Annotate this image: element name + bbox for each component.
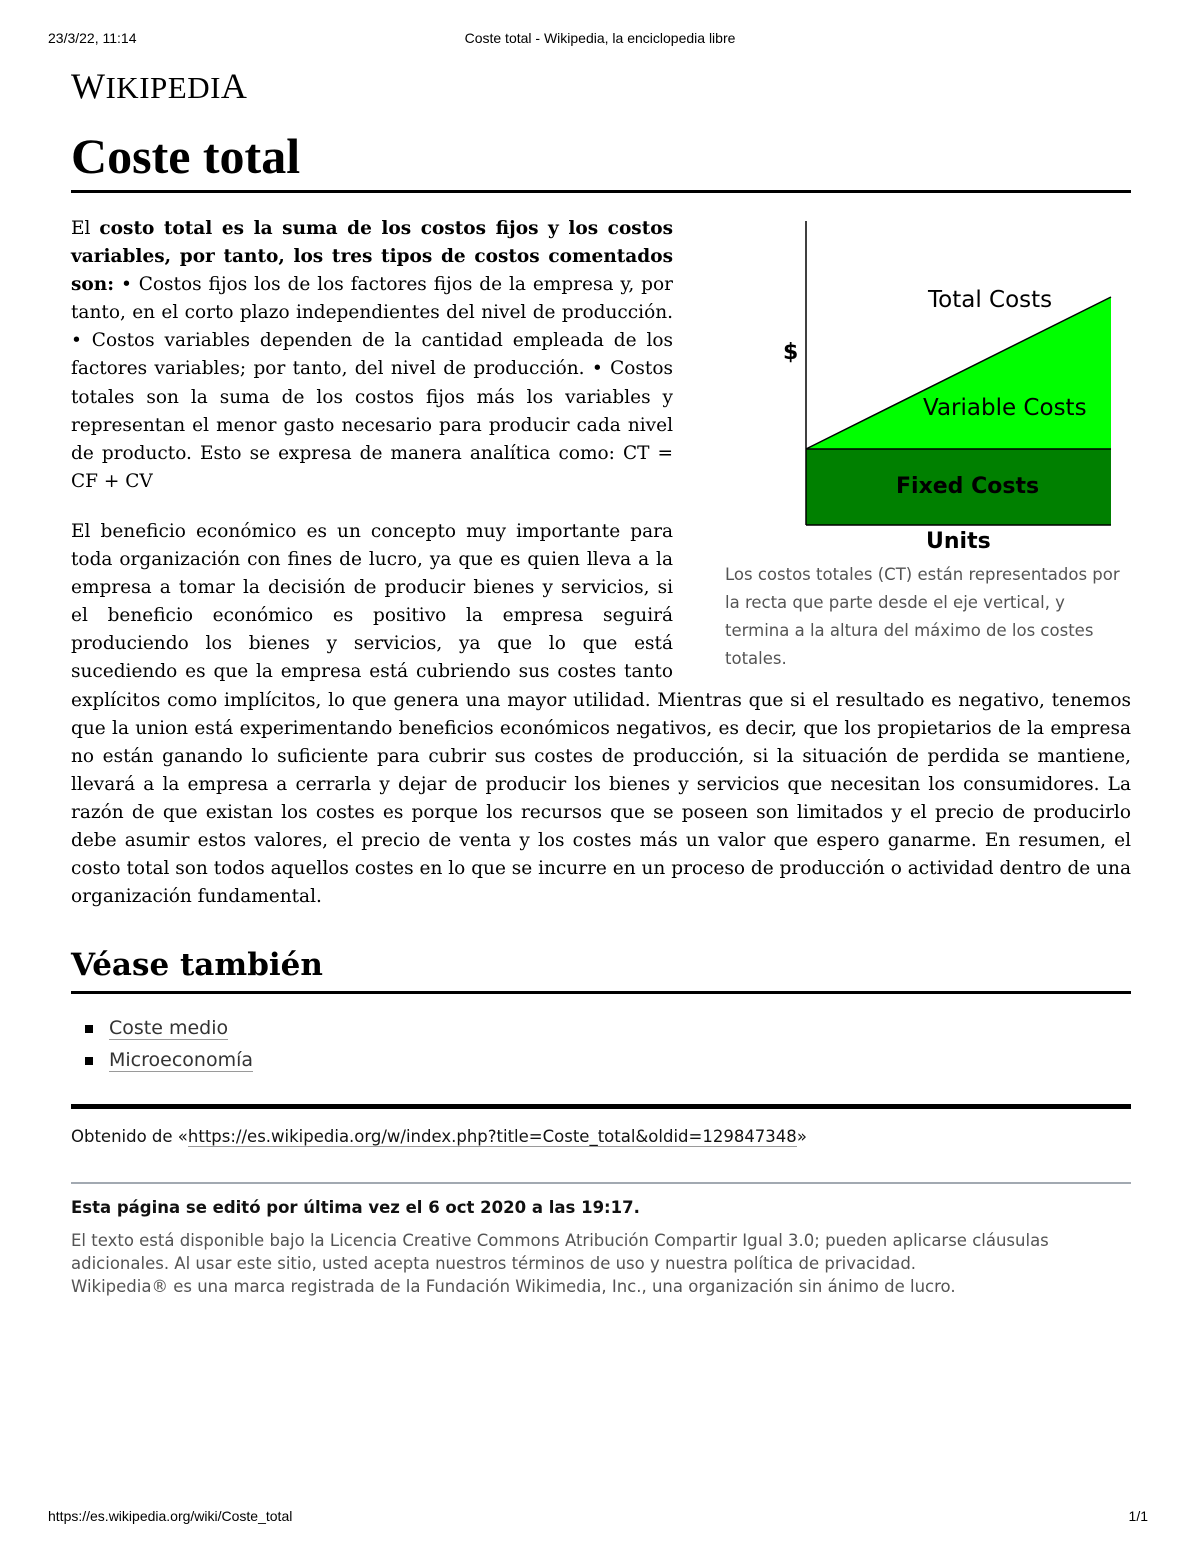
article-content	[71, 68, 1131, 1298]
link-microeconomia[interactable]: Microeconomía	[109, 1049, 253, 1072]
y-axis-label: $	[783, 340, 799, 365]
cost-figure	[713, 219, 1131, 673]
x-axis-label: Units	[926, 529, 991, 554]
paragraph-2: El beneficio económico es un concepto muy importante para toda organización con fines de lucro, ya que es quien lleva a la empresa a tomar la decisión de producir bienes y servicios, si el beneficio económico es positivo la empresa seguirá produciendo los bienes y servicios, ya que lo que está sucediendo es que la empresa está cubriendo sus costes tanto explícitos como implícitos, lo que genera una mayor utilidad. Mientras que si el resultado es negativo, tenemos que la union está experimentando beneficios económicos negativos, es decir, que los propietarios de la empresa no están ganando lo suficiente para cubrir sus costes de producción, si la situación de perdida se mantiene, llevará a la empresa a cerrarla y dejar de producir los bienes y servicios que necesitan los consumidores. La razón de que existan los costes es porque los recursos que se poseen son limitados y el precio de producirlo debe asumir estos valores, el precio de venta y los costes más un valor que espero ganarme. En resumen, el costo total son todos aquellos costes en lo que se incurre en un proceso de producción o actividad dentro de una organización fundamental.	[71, 520, 1131, 908]
divider	[71, 1104, 1131, 1109]
total-costs-label: Total Costs	[928, 287, 1053, 313]
footer-divider	[71, 1182, 1131, 1184]
license-notice: El texto está disponible bajo la Licencia Creative Commons Atribución Compartir Igual 3.0; pueden aplicarse cláusulas adicionales. Al usar este sitio, usted acepta nuestros términos de uso y nuestra política de privacidad. Wikipedia® es una marca registrada de la Fundación Wikimedia, Inc., una organización sin ánimo de lucro.	[71, 1231, 1049, 1297]
last-modified: Esta página se editó por última vez el 6 oct 2020 a las 19:17.	[71, 1198, 640, 1218]
cost-chart	[713, 219, 1131, 559]
list-item	[85, 1044, 1131, 1076]
article-body	[71, 215, 1131, 1298]
variable-costs-label: Variable Costs	[923, 395, 1087, 421]
paragraph-1: El costo total es la suma de los costos fijos y los costos variables, por tanto, los tres tipos de costos comentados son: • Costos fijos los de los factores fijos de la empresa y, por tanto, en el corto plazo independientes del nivel de producción. • Costos variables dependen de la cantidad empleada de los factores variables; por tanto, del nivel de producción. • Costos totales son la suma de los costos fijos más los variables y representan el menor gasto necesario para producir cada nivel de producto. Esto se expresa de manera analítica como: CT = CF + CV	[71, 218, 673, 492]
see-also-list	[71, 1012, 1131, 1076]
page-title: Coste total	[71, 126, 1131, 193]
fixed-costs-label: Fixed Costs	[896, 474, 1040, 499]
print-page-number: 1/1	[1128, 1508, 1148, 1524]
link-coste-medio[interactable]: Coste medio	[109, 1017, 229, 1040]
bold-definition: costo total es la suma de los costos fijos y los costos variables, por tanto, los tres tipos de costos comentados son:	[71, 218, 673, 296]
wikipedia-wordmark[interactable]: WIKIPEDIA	[71, 66, 248, 106]
bullet-icon	[85, 1057, 93, 1065]
figure-caption: Los costos totales (CT) están representados por la recta que parte desde el eje vertical, y termina a la altura del máximo de los costes totales.	[725, 565, 1120, 668]
retrieved-from: Obtenido de «https://es.wikipedia.org/w/index.php?title=Coste_total&oldid=129847348»	[71, 1127, 807, 1147]
permanent-link[interactable]: https://es.wikipedia.org/w/index.php?title=Coste_total&oldid=129847348	[187, 1127, 797, 1147]
print-datetime: 23/3/22, 11:14	[48, 30, 137, 46]
list-item	[85, 1012, 1131, 1044]
print-page-title: Coste total - Wikipedia, la enciclopedia libre	[464, 30, 736, 46]
see-also-heading: Véase también	[71, 945, 1131, 994]
bullet-icon	[85, 1025, 93, 1033]
print-url: https://es.wikipedia.org/wiki/Coste_total	[48, 1508, 293, 1524]
